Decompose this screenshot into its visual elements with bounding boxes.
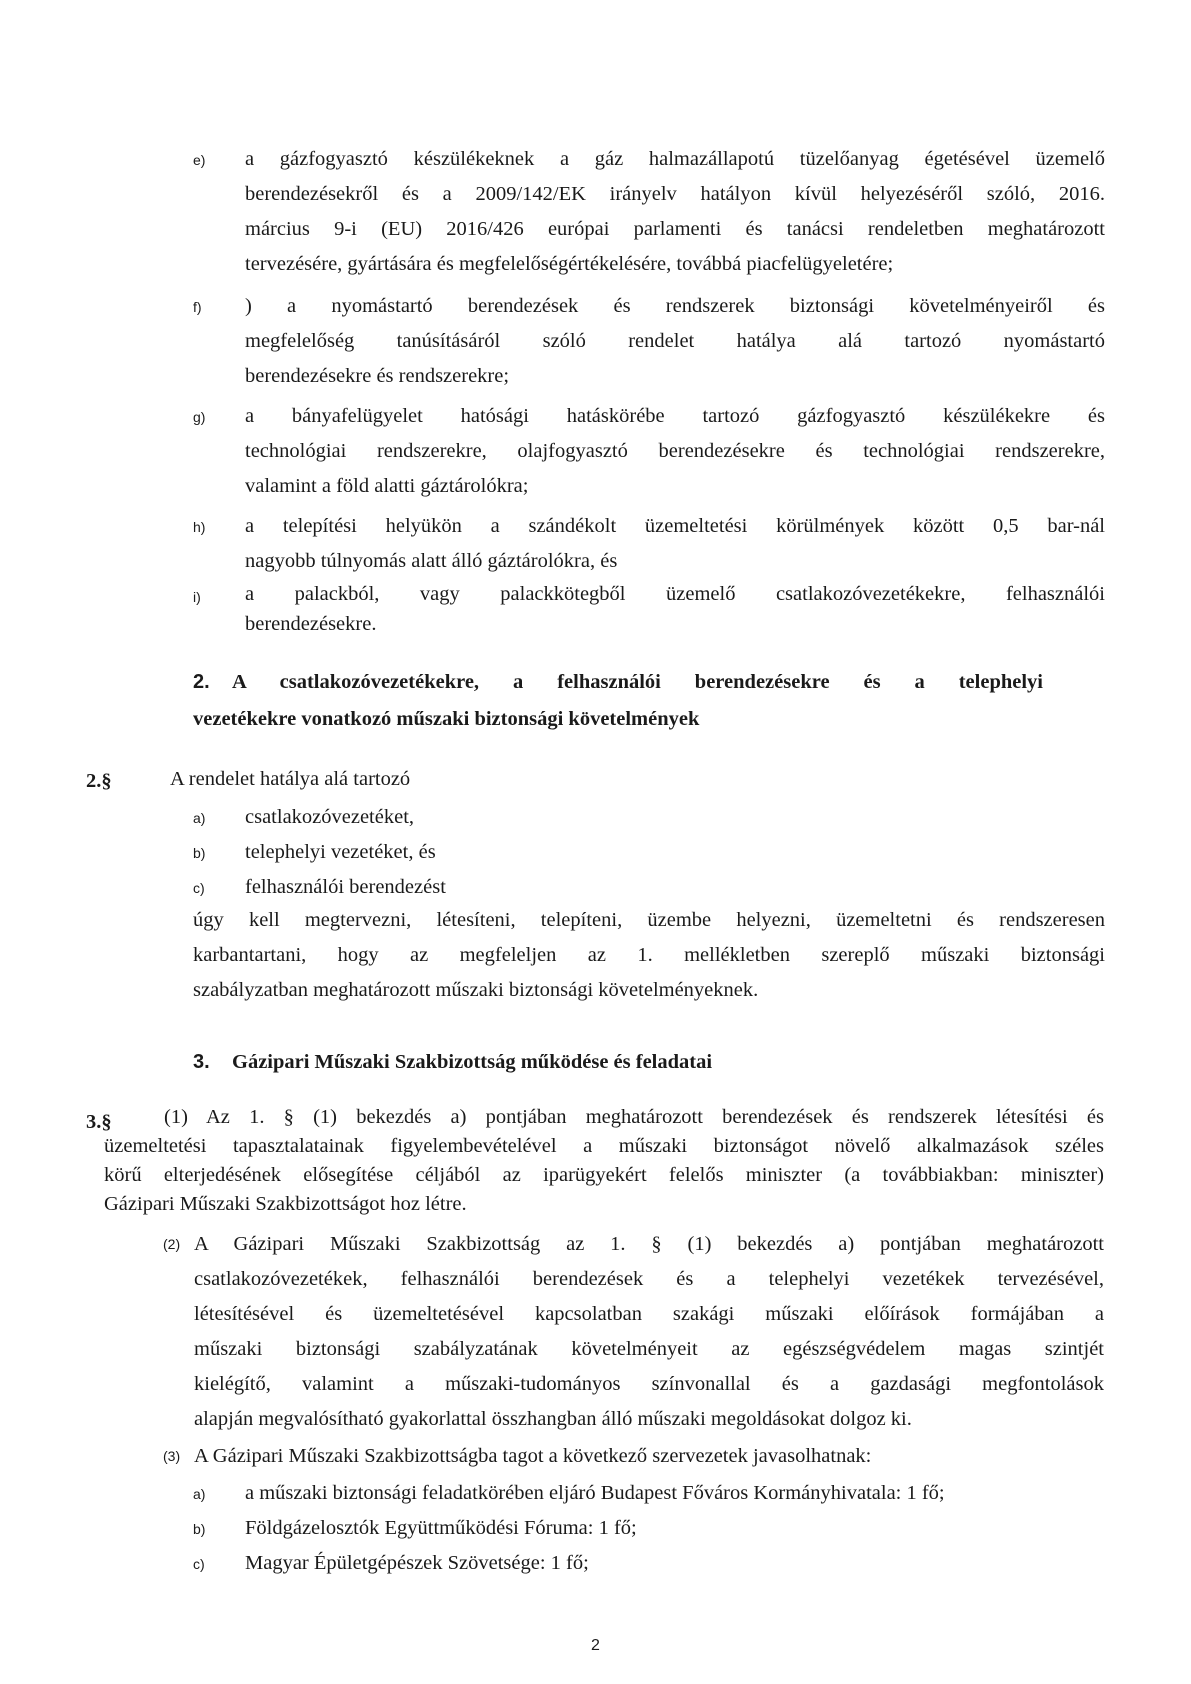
list-label: a): [193, 810, 206, 826]
list-text: csatlakozóvezetéket,: [245, 806, 415, 828]
section-2-intro: A rendelet hatálya alá tartozó: [170, 768, 411, 790]
list-text-line: nagyobb túlnyomás alatt álló gáztárolókra, és: [245, 550, 618, 572]
list-label: b): [193, 1521, 206, 1537]
list-text-line: tervezésére, gyártására és megfelelőségértékelésére, továbbá piacfelügyeletére;: [245, 253, 894, 275]
list-label: g): [193, 409, 206, 425]
list-text: felhasználói berendezést: [245, 876, 446, 898]
section-3-number: 3.§: [86, 1111, 112, 1133]
list-text-line: a gázfogyasztó készülékeknek a gáz halmazállapotú tüzelőanyag égetésével üzemelő: [245, 148, 1105, 170]
section-3-para-2-label: (2): [163, 1236, 181, 1252]
page-number: 2: [591, 1637, 600, 1654]
section-3-paragraph-1: (1) Az 1. § (1) bekezdés a) pontjában meghatározott berendezések és rendszerek létesítési és üzemeltetési tapasztalatainak figyelembevételével a műszaki biztonságot növelő alkalmazások széles körű elterjedésének elősegítése céljából az iparügyekért felelős miniszter (a továbbiakban: miniszter) Gázipari Műszaki Szakbizottságot hoz létre.: [104, 1106, 1104, 1215]
list-text-line: a bányafelügyelet hatósági hatáskörébe tartozó gázfogyasztó készülékekre és: [245, 405, 1105, 427]
section-3-paragraph-3: A Gázipari Műszaki Szakbizottságba tagot a következő szervezetek javasolhatnak:: [194, 1445, 872, 1467]
list-text-line: berendezésekről és a 2009/142/EK irányelv hatályon kívül helyezéséről szóló, 2016.: [245, 183, 1105, 205]
list-label: h): [193, 519, 206, 535]
list-label: e): [193, 152, 206, 168]
list-text-line: ) a nyomástartó berendezések és rendszerek biztonsági követelményeiről és: [245, 295, 1105, 317]
list-label: i): [193, 589, 201, 605]
list-label: f): [193, 299, 202, 315]
list-text: a műszaki biztonsági feladatkörében eljáró Budapest Főváros Kormányhivatala: 1 fő;: [245, 1482, 945, 1504]
list-text: Magyar Épületgépészek Szövetsége: 1 fő;: [245, 1552, 589, 1574]
list-label: b): [193, 845, 206, 861]
list-text-line: március 9-i (EU) 2016/426 európai parlamenti és tanácsi rendeletben meghatározott: [245, 218, 1105, 240]
list-text-line: berendezésekre.: [245, 613, 377, 635]
list-text-line: a telepítési helyükön a szándékolt üzemeltetési körülmények között 0,5 bar-nál: [245, 515, 1105, 537]
section-2-closing: úgy kell megtervezni, létesíteni, telepíteni, üzembe helyezni, üzemeltetni és rendszeresen karbantartani, hogy az megfeleljen az 1. mellékletben szereplő műszaki biztonsági szabályzatban meghatározott műszaki biztonsági követelményeknek.: [193, 909, 1105, 1001]
heading-2-line2: vezetékekre vonatkozó műszaki biztonsági követelmények: [193, 708, 700, 730]
list-text-line: megfelelőség tanúsításáról szóló rendelet hatálya alá tartozó nyomástartó: [245, 330, 1105, 352]
heading-2-number: 2.: [193, 671, 210, 693]
list-text: Földgázelosztók Együttműködési Fóruma: 1 fő;: [245, 1517, 637, 1539]
section-3-paragraph-2: A Gázipari Műszaki Szakbizottság az 1. § (1) bekezdés a) pontjában meghatározott csatlakozóvezetékek, felhasználói berendezések és a telephelyi vezetékek tervezésével, létesítésével és üzemeltetésével kapcsolatban szakági műszaki előírások formájában a műszaki biztonsági szabályzatának követelményeit az egészségvédelem magas szintjét kielégítő, valamint a műszaki-tudományos színvonallal és a gazdasági megfontolások alapján megvalósítható gyakorlattal összhangban álló műszaki megoldásokat dolgoz ki.: [194, 1233, 1104, 1430]
list-text-line: a palackból, vagy palackkötegből üzemelő csatlakozóvezetékekre, felhasználói: [245, 583, 1105, 605]
list-label: c): [193, 880, 205, 896]
list-label: c): [193, 1556, 205, 1572]
section-3-para-3-label: (3): [163, 1448, 181, 1464]
heading-3-number: 3.: [193, 1051, 210, 1073]
list-text-line: technológiai rendszerekre, olajfogyasztó berendezésekre és technológiai rendszerekre,: [245, 440, 1105, 462]
list-label: a): [193, 1486, 206, 1502]
heading-2-line1: A csatlakozóvezetékekre, a felhasználói berendezésekre és a telephelyi: [232, 671, 1043, 693]
list-text-line: berendezésekre és rendszerekre;: [245, 365, 510, 387]
section-2-number: 2.§: [86, 770, 112, 792]
list-text: telephelyi vezetéket, és: [245, 841, 436, 863]
list-text-line: valamint a föld alatti gáztárolókra;: [245, 475, 529, 497]
heading-3-text: Gázipari Műszaki Szakbizottság működése és feladatai: [232, 1051, 713, 1073]
